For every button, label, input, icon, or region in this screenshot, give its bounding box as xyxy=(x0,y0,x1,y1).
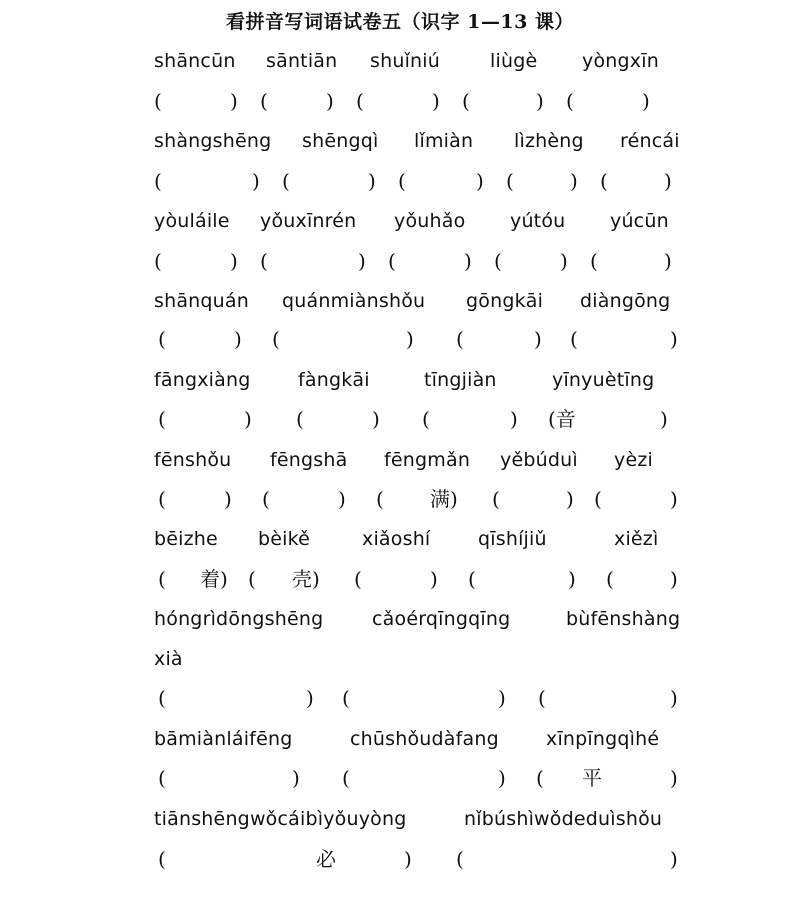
answer-bracket[interactable]: ( xyxy=(388,249,396,273)
answer-bracket[interactable]: ( xyxy=(354,567,362,591)
answer-bracket[interactable]: ( xyxy=(342,766,350,790)
answer-bracket[interactable]: ) xyxy=(536,89,544,113)
pinyin-row-8 xyxy=(0,606,800,632)
answer-bracket[interactable]: ) xyxy=(476,169,484,193)
pinyin-row-6 xyxy=(0,447,800,473)
pinyin-row-2 xyxy=(0,128,800,154)
answer-bracket[interactable]: ( xyxy=(154,249,162,273)
answer-bracket[interactable]: ( xyxy=(494,249,502,273)
answer-row-3 xyxy=(0,248,800,274)
answer-bracket[interactable]: ( xyxy=(154,89,162,113)
answer-bracket[interactable]: ( xyxy=(158,567,166,591)
answer-bracket[interactable]: ( xyxy=(606,567,614,591)
answer-bracket[interactable]: ) xyxy=(368,169,376,193)
pinyin-word: gōngkāi xyxy=(466,290,544,312)
answer-bracket[interactable]: ( xyxy=(376,487,384,511)
answer-bracket[interactable]: ) xyxy=(670,567,678,591)
answer-row-5 xyxy=(0,406,800,432)
answer-bracket[interactable]: ) xyxy=(292,766,300,790)
answer-bracket[interactable]: ( xyxy=(282,169,290,193)
answer-bracket[interactable]: ( xyxy=(296,407,304,431)
answer-bracket[interactable]: ( xyxy=(570,327,578,351)
answer-bracket[interactable]: ) xyxy=(358,249,366,273)
answer-bracket[interactable]: ( xyxy=(260,89,268,113)
answer-bracket[interactable]: ) xyxy=(338,487,346,511)
answer-bracket[interactable]: ) xyxy=(406,327,414,351)
answer-bracket[interactable]: ) xyxy=(670,847,678,871)
answer-bracket[interactable]: ) xyxy=(224,487,232,511)
pinyin-word: bèikě xyxy=(258,528,311,550)
answer-bracket[interactable]: ) xyxy=(568,567,576,591)
page-title: 看拼音写词语试卷五（识字 1—13 课） xyxy=(226,11,574,33)
answer-bracket[interactable]: ( xyxy=(600,169,608,193)
pinyin-word: xià xyxy=(154,648,183,670)
answer-bracket[interactable]: ( xyxy=(262,487,270,511)
pinyin-word: réncái xyxy=(620,130,680,152)
pinyin-word: sāntiān xyxy=(266,50,338,72)
answer-bracket[interactable]: 平 xyxy=(582,766,602,790)
pinyin-word: yúcūn xyxy=(610,210,669,232)
answer-bracket[interactable]: ) xyxy=(670,327,678,351)
pinyin-row-1 xyxy=(0,48,800,74)
answer-bracket[interactable]: ) xyxy=(670,487,678,511)
pinyin-row-9 xyxy=(0,726,800,752)
answer-bracket[interactable]: ) xyxy=(430,567,438,591)
pinyin-word: lìzhèng xyxy=(514,130,584,152)
pinyin-word: shāncūn xyxy=(154,50,236,72)
pinyin-word: qīshíjiǔ xyxy=(478,528,547,550)
answer-bracket[interactable]: ) xyxy=(244,407,252,431)
pinyin-word: yòuláile xyxy=(154,210,230,232)
pinyin-word: xiězì xyxy=(614,528,659,550)
answer-bracket[interactable]: ) xyxy=(642,89,650,113)
answer-bracket[interactable]: ( xyxy=(248,567,256,591)
pinyin-word: yěbúduì xyxy=(500,449,578,471)
answer-bracket[interactable]: ) xyxy=(230,249,238,273)
pinyin-word: bāmiànláifēng xyxy=(154,728,293,750)
answer-bracket[interactable]: ( xyxy=(154,169,162,193)
answer-bracket[interactable]: ) xyxy=(252,169,260,193)
answer-bracket[interactable]: (音 xyxy=(548,407,576,431)
answer-row-2 xyxy=(0,168,800,194)
answer-bracket[interactable]: ) xyxy=(498,686,506,710)
pinyin-row-5 xyxy=(0,367,800,393)
answer-bracket[interactable]: ( xyxy=(260,249,268,273)
answer-bracket[interactable]: ( xyxy=(456,327,464,351)
answer-bracket[interactable]: ( xyxy=(566,89,574,113)
answer-row-1 xyxy=(0,88,800,114)
answer-bracket[interactable]: ( xyxy=(272,327,280,351)
pinyin-row-3 xyxy=(0,208,800,234)
pinyin-word: chūshǒudàfang xyxy=(350,728,499,750)
pinyin-word: tīngjiàn xyxy=(424,369,497,391)
answer-bracket[interactable]: ( xyxy=(158,487,166,511)
pinyin-word: bùfēnshàng xyxy=(566,608,681,630)
answer-bracket[interactable]: 壳) xyxy=(292,567,320,591)
pinyin-word: fēngshā xyxy=(270,449,348,471)
answer-bracket[interactable]: 满) xyxy=(430,487,458,511)
answer-bracket[interactable]: ( xyxy=(398,169,406,193)
pinyin-word: hóngrìdōngshēng xyxy=(154,608,324,630)
answer-bracket[interactable]: ( xyxy=(356,89,364,113)
answer-bracket[interactable]: ( xyxy=(158,847,166,871)
answer-bracket[interactable]: ( xyxy=(594,487,602,511)
answer-bracket[interactable]: ) xyxy=(234,327,242,351)
pinyin-word: liùgè xyxy=(490,50,538,72)
pinyin-row-10 xyxy=(0,806,800,832)
pinyin-word: lǐmiàn xyxy=(414,130,474,152)
pinyin-word: bēizhe xyxy=(154,528,218,550)
pinyin-word: yèzi xyxy=(614,449,653,471)
pinyin-word: shēngqì xyxy=(302,130,379,152)
answer-row-10 xyxy=(0,846,800,872)
answer-bracket[interactable]: ( xyxy=(536,766,544,790)
answer-row-6 xyxy=(0,486,800,512)
answer-bracket[interactable]: ( xyxy=(422,407,430,431)
answer-bracket[interactable]: ) xyxy=(566,487,574,511)
pinyin-word: yòngxīn xyxy=(582,50,659,72)
answer-bracket[interactable]: ) xyxy=(432,89,440,113)
answer-bracket[interactable]: ( xyxy=(590,249,598,273)
answer-row-9 xyxy=(0,765,800,791)
answer-bracket[interactable]: ( xyxy=(492,487,500,511)
pinyin-row-7 xyxy=(0,526,800,552)
answer-bracket[interactable]: 着) xyxy=(200,567,228,591)
pinyin-word: fēngmǎn xyxy=(384,449,471,471)
pinyin-word: fàngkāi xyxy=(298,369,370,391)
pinyin-word: xīnpīngqìhé xyxy=(546,728,660,750)
answer-bracket[interactable]: ( xyxy=(158,407,166,431)
answer-row-4 xyxy=(0,326,800,352)
answer-bracket[interactable]: ) xyxy=(326,89,334,113)
pinyin-word: shàngshēng xyxy=(154,130,272,152)
pinyin-row-4 xyxy=(0,288,800,314)
answer-bracket[interactable]: ) xyxy=(664,249,672,273)
answer-bracket[interactable]: ( xyxy=(456,847,464,871)
answer-bracket[interactable]: ) xyxy=(306,686,314,710)
pinyin-word: nǐbúshìwǒdeduìshǒu xyxy=(464,808,663,830)
pinyin-word: shuǐniú xyxy=(370,50,441,72)
answer-row-8 xyxy=(0,685,800,711)
answer-row-7 xyxy=(0,566,800,592)
answer-bracket[interactable]: ) xyxy=(534,327,542,351)
pinyin-word: fāngxiàng xyxy=(154,369,251,391)
answer-bracket[interactable]: ) xyxy=(404,847,412,871)
pinyin-word: tiānshēngwǒcáibìyǒuyòng xyxy=(154,808,407,830)
answer-bracket[interactable]: ) xyxy=(670,686,678,710)
answer-bracket[interactable]: ) xyxy=(570,169,578,193)
answer-bracket[interactable]: ( xyxy=(538,686,546,710)
answer-bracket[interactable]: ) xyxy=(670,766,678,790)
pinyin-word: yútóu xyxy=(510,210,566,232)
answer-bracket[interactable]: ) xyxy=(664,169,672,193)
answer-bracket[interactable]: 必 xyxy=(316,847,336,871)
pinyin-word: shānquán xyxy=(154,290,250,312)
pinyin-word: yǒuxīnrén xyxy=(260,210,357,232)
answer-bracket[interactable]: ( xyxy=(158,766,166,790)
answer-bracket[interactable]: ( xyxy=(506,169,514,193)
pinyin-word: yīnyuètīng xyxy=(552,369,655,391)
pinyin-word: yǒuhǎo xyxy=(394,210,466,232)
pinyin-word: fēnshǒu xyxy=(154,449,232,471)
answer-bracket[interactable]: ) xyxy=(660,407,668,431)
answer-bracket[interactable]: ( xyxy=(342,686,350,710)
pinyin-word: diàngōng xyxy=(580,290,671,312)
answer-bracket[interactable]: ) xyxy=(560,249,568,273)
answer-bracket[interactable]: ) xyxy=(510,407,518,431)
answer-bracket[interactable]: ( xyxy=(158,686,166,710)
pinyin-word: cǎoérqīngqīng xyxy=(372,608,511,630)
answer-bracket[interactable]: ) xyxy=(464,249,472,273)
pinyin-row-8-wrap xyxy=(0,646,800,672)
answer-bracket[interactable]: ( xyxy=(158,327,166,351)
answer-bracket[interactable]: ( xyxy=(468,567,476,591)
answer-bracket[interactable]: ( xyxy=(462,89,470,113)
answer-bracket[interactable]: ) xyxy=(230,89,238,113)
pinyin-word: quánmiànshǒu xyxy=(282,290,426,312)
answer-bracket[interactable]: ) xyxy=(498,766,506,790)
pinyin-word: xiǎoshí xyxy=(362,528,431,550)
answer-bracket[interactable]: ) xyxy=(372,407,380,431)
